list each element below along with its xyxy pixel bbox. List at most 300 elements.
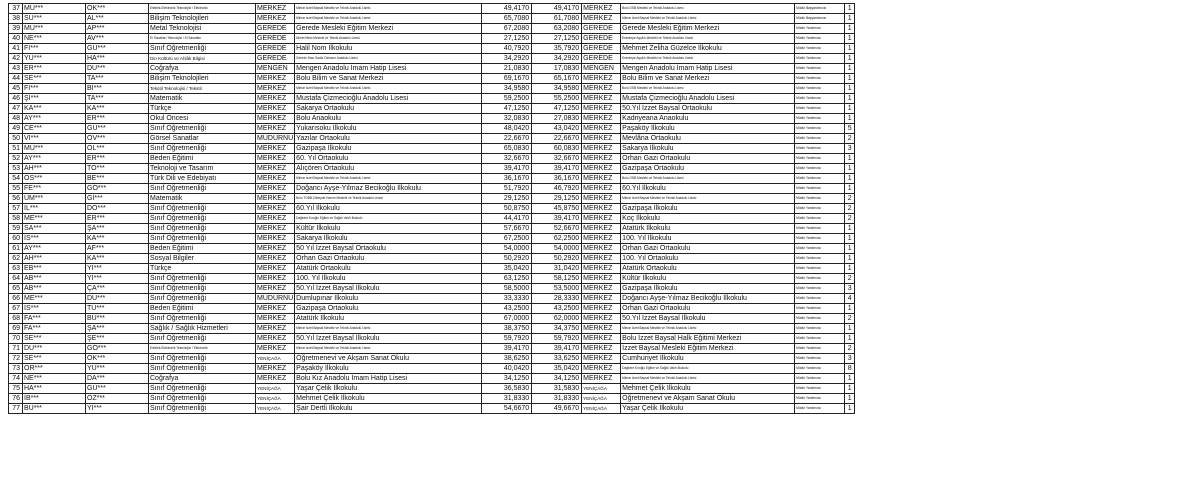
cell-net-score: 49,4170 xyxy=(532,4,582,14)
cell-target-school: Gazipaşa İlkokulu xyxy=(621,284,795,294)
cell-target-district: YENİÇAĞA xyxy=(582,384,621,394)
cell-row-number: 57 xyxy=(9,204,23,214)
cell-total-score: 39,4170 xyxy=(482,164,532,174)
table-row xyxy=(9,94,855,104)
cell-net-score: 59,7920 xyxy=(532,334,582,344)
cell-branch: Coğrafya xyxy=(149,374,256,384)
cell-first-name: OR*** xyxy=(23,364,86,374)
cell-position: Müdür Yardımcısı xyxy=(795,184,845,194)
cell-target-school: Bolu OSB Mesleki ve Teknik Anadolu Lisesi xyxy=(621,4,795,14)
results-sheet xyxy=(8,3,855,414)
table-row xyxy=(9,184,855,194)
cell-net-score: 43,2500 xyxy=(532,304,582,314)
cell-total-score: 65,7080 xyxy=(482,14,532,24)
cell-net-score: 47,1250 xyxy=(532,104,582,114)
cell-target-district: MERKEZ xyxy=(582,124,621,134)
cell-branch: Sınıf Öğretmenliği xyxy=(149,294,256,304)
cell-target-district: MERKEZ xyxy=(582,4,621,14)
cell-position: Müdür Yardımcısı xyxy=(795,114,845,124)
cell-row-number: 54 xyxy=(9,174,23,184)
cell-branch: Sınıf Öğretmenliği xyxy=(149,224,256,234)
cell-first-name: EB*** xyxy=(23,264,86,274)
cell-net-score: 45,8750 xyxy=(532,204,582,214)
cell-current-district: MERKEZ xyxy=(256,334,295,344)
cell-total-score: 38,6250 xyxy=(482,354,532,364)
cell-first-name: YÜ*** xyxy=(23,54,86,64)
cell-net-score: 54,0000 xyxy=(532,244,582,254)
cell-current-district: MUDURNU xyxy=(257,135,294,142)
cell-total-score: 58,5000 xyxy=(482,284,532,294)
cell-target-school: 50.Yıl İzzet Baysal Ortaokulu xyxy=(621,104,795,114)
cell-position: Müdür Yardımcısı xyxy=(795,374,845,384)
cell-last-name: ŞE*** xyxy=(86,334,149,344)
cell-current-district: MERKEZ xyxy=(256,224,295,234)
cell-current-district: MERKEZ xyxy=(256,124,295,134)
cell-target-school: 50.Yıl İzzet Baysal İlkokulu xyxy=(621,314,795,324)
cell-branch: Bilişim Teknolojileri xyxy=(149,14,256,24)
table-row xyxy=(9,344,855,354)
cell-target-district: MERKEZ xyxy=(582,374,621,384)
cell-first-name: MU*** xyxy=(23,4,86,14)
cell-current-district: MENGEN xyxy=(256,64,295,74)
results-table xyxy=(8,3,855,414)
cell-last-name: GÜ*** xyxy=(86,44,149,54)
table-row xyxy=(9,384,855,394)
cell-branch: Sınıf Öğretmenliği xyxy=(149,214,256,224)
cell-row-number: 46 xyxy=(9,94,23,104)
cell-current-school: Mehmet Çelik İlkokulu xyxy=(295,394,482,404)
table-row xyxy=(9,74,855,84)
cell-current-school: Doğancı Ayşe-Yılmaz Becikoğlu İlkokulu xyxy=(295,184,482,194)
cell-branch: Sağlık / Sağlık Hizmetleri xyxy=(149,324,256,334)
table-row xyxy=(9,334,855,344)
cell-row-number: 51 xyxy=(9,144,23,154)
cell-target-district: MERKEZ xyxy=(582,334,621,344)
cell-row-number: 40 xyxy=(9,34,23,44)
cell-preference-order: 2 xyxy=(845,194,855,204)
cell-last-name: ÇA*** xyxy=(86,284,149,294)
cell-row-number: 49 xyxy=(9,124,23,134)
cell-branch: Sınıf Öğretmenliği xyxy=(149,124,256,134)
cell-net-score: 39,4170 xyxy=(532,164,582,174)
cell-first-name: İL*** xyxy=(23,204,86,214)
cell-first-name: AY*** xyxy=(23,114,86,124)
cell-preference-order: 2 xyxy=(845,214,855,224)
cell-last-name: TA*** xyxy=(86,74,149,84)
cell-first-name: ÜM*** xyxy=(23,194,86,204)
cell-current-school: 100. Yıl İlkokulu xyxy=(295,274,482,284)
cell-net-score: 61,7080 xyxy=(532,14,582,24)
cell-current-school: Kültür İlkokulu xyxy=(295,224,482,234)
cell-last-name: ER*** xyxy=(86,214,149,224)
cell-net-score: 31,5830 xyxy=(532,384,582,394)
cell-last-name: AF*** xyxy=(86,244,149,254)
cell-target-school: Esentepe Aşçılık Mesleki ve Teknik Anadolu Lisesi xyxy=(621,54,795,64)
cell-row-number: 43 xyxy=(9,64,23,74)
cell-preference-order: 1 xyxy=(845,84,855,94)
cell-row-number: 69 xyxy=(9,324,23,334)
cell-target-school: Esentepe Aşçılık Mesleki ve Teknik Anadolu Lisesi xyxy=(621,34,795,44)
cell-last-name: AV*** xyxy=(86,34,149,44)
table-body xyxy=(9,4,855,414)
cell-target-school: Paşaköy İlkokulu xyxy=(621,124,795,134)
cell-total-score: 43,2500 xyxy=(482,304,532,314)
cell-row-number: 67 xyxy=(9,304,23,314)
cell-current-district: MERKEZ xyxy=(256,164,295,174)
cell-current-school: Bolu Bilim ve Sanat Merkezi xyxy=(295,74,482,84)
cell-first-name: MU*** xyxy=(23,24,86,34)
cell-first-name: DU*** xyxy=(23,344,86,354)
cell-position: Müdür Yardımcısı xyxy=(795,154,845,164)
cell-first-name: AY*** xyxy=(23,244,86,254)
cell-total-score: 40,7920 xyxy=(482,44,532,54)
cell-target-district: GEREDE xyxy=(582,44,621,54)
cell-preference-order: 1 xyxy=(845,184,855,194)
cell-preference-order: 3 xyxy=(845,284,855,294)
cell-position: Müdür Yardımcısı xyxy=(795,64,845,74)
cell-current-district: MERKEZ xyxy=(256,174,295,184)
cell-preference-order: 2 xyxy=(845,204,855,214)
cell-total-score: 32,6670 xyxy=(482,154,532,164)
cell-current-district: MERKEZ xyxy=(256,304,295,314)
cell-current-school: Mimar İzzet Baysal Mesleki ve Teknik Anadolu Lisesi xyxy=(295,324,482,334)
cell-target-district: MERKEZ xyxy=(582,194,621,204)
cell-last-name: Gİ*** xyxy=(86,194,149,204)
cell-current-district: MERKEZ xyxy=(256,344,295,354)
cell-branch: Tekstil Teknolojisi / Tekstil xyxy=(149,84,256,94)
cell-position: Müdür Yardımcısı xyxy=(795,164,845,174)
cell-total-score: 51,7920 xyxy=(482,184,532,194)
cell-current-school: Gerede Hacı Sadık Öztosun Anadolu Lisesi xyxy=(295,54,482,64)
cell-first-name: AY*** xyxy=(23,154,86,164)
cell-preference-order: 1 xyxy=(845,74,855,84)
cell-total-score: 59,2500 xyxy=(482,94,532,104)
table-row xyxy=(9,284,855,294)
cell-total-score: 54,6670 xyxy=(482,404,532,414)
cell-net-score: 52,6670 xyxy=(532,224,582,234)
cell-preference-order: 1 xyxy=(845,14,855,24)
cell-position: Müdür Yardımcısı xyxy=(795,234,845,244)
cell-preference-order: 1 xyxy=(845,114,855,124)
cell-preference-order: 2 xyxy=(845,274,855,284)
cell-branch: Matematik xyxy=(149,194,256,204)
cell-first-name: AH*** xyxy=(23,254,86,264)
cell-target-district: MERKEZ xyxy=(582,284,621,294)
table-row xyxy=(9,394,855,404)
cell-current-school: 60. Yıl Ortaokulu xyxy=(295,154,482,164)
cell-last-name: Bİ*** xyxy=(86,84,149,94)
cell-branch: Sınıf Öğretmenliği xyxy=(149,184,256,194)
cell-branch: Beden Eğitimi xyxy=(149,244,256,254)
cell-target-district: MERKEZ xyxy=(582,114,621,124)
cell-target-district: MERKEZ xyxy=(582,94,621,104)
cell-net-score: 17,0830 xyxy=(532,64,582,74)
cell-target-school: Gazipaşa İlkokulu xyxy=(621,204,795,214)
cell-row-number: 44 xyxy=(9,74,23,84)
cell-branch: Coğrafya xyxy=(149,64,256,74)
cell-last-name: BE*** xyxy=(86,174,149,184)
cell-total-score: 32,0830 xyxy=(482,114,532,124)
cell-branch: El Sanatları Teknolojisi / El Sanatları xyxy=(149,34,256,44)
cell-target-school: Sakarya İlkokulu xyxy=(621,144,795,154)
cell-position: Müdür Yardımcısı xyxy=(795,204,845,214)
cell-branch: Sınıf Öğretmenliği xyxy=(149,204,256,214)
cell-last-name: ÖV*** xyxy=(86,134,149,144)
cell-current-school: Atatürk Ortaokulu xyxy=(295,264,482,274)
cell-position: Müdür Yardımcısı xyxy=(795,224,845,234)
cell-branch: Elektrik-Elektronik Teknolojisi / Elektronik xyxy=(149,4,256,14)
cell-row-number: 52 xyxy=(9,154,23,164)
cell-target-school: Kültür İlkokulu xyxy=(621,274,795,284)
cell-row-number: 60 xyxy=(9,234,23,244)
cell-last-name: OL*** xyxy=(86,144,149,154)
cell-target-school: Orhan Gazi Ortaokulu xyxy=(621,304,795,314)
table-row xyxy=(9,54,855,64)
cell-row-number: 48 xyxy=(9,114,23,124)
cell-current-district: GEREDE xyxy=(256,24,295,34)
cell-current-district: MERKEZ xyxy=(256,104,295,114)
cell-row-number: 37 xyxy=(9,4,23,14)
cell-row-number: 39 xyxy=(9,24,23,34)
cell-current-school: Gerede Mesleki Eğitim Merkezi xyxy=(295,24,482,34)
cell-current-district: MERKEZ xyxy=(256,14,295,24)
cell-position: Müdür Yardımcısı xyxy=(795,274,845,284)
table-row xyxy=(9,44,855,54)
cell-current-school: Orhan Gazi Ortaokulu xyxy=(295,254,482,264)
cell-row-number: 70 xyxy=(9,334,23,344)
cell-net-score: 63,2080 xyxy=(532,24,582,34)
cell-position: Müdür Yardımcısı xyxy=(795,84,845,94)
cell-row-number: 68 xyxy=(9,314,23,324)
cell-branch: Beden Eğitimi xyxy=(149,304,256,314)
cell-target-district: MERKEZ xyxy=(582,344,621,354)
cell-target-district: MERKEZ xyxy=(582,314,621,324)
cell-total-score: 67,2500 xyxy=(482,234,532,244)
cell-current-district: MERKEZ xyxy=(256,184,295,194)
cell-target-school: Öğretmenevi ve Akşam Sanat Okulu xyxy=(621,394,795,404)
cell-position: Müdür Yardımcısı xyxy=(795,44,845,54)
cell-first-name: NE*** xyxy=(23,374,86,384)
cell-branch: Görsel Sanatlar xyxy=(149,134,256,144)
cell-last-name: GÜ*** xyxy=(86,384,149,394)
cell-current-school: Bolu TOBB Zübeyde Hanım Mesleki ve Teknik Anadolu Lisesi xyxy=(295,194,482,204)
cell-preference-order: 2 xyxy=(845,344,855,354)
cell-position: Müdür Yardımcısı xyxy=(795,34,845,44)
table-row xyxy=(9,234,855,244)
cell-branch: Sınıf Öğretmenliği xyxy=(149,364,256,374)
cell-position: Müdür Yardımcısı xyxy=(795,24,845,34)
cell-last-name: AP*** xyxy=(86,24,149,34)
cell-first-name: BU*** xyxy=(23,404,86,414)
cell-row-number: 73 xyxy=(9,364,23,374)
cell-current-district: YENİÇAĞA xyxy=(256,384,295,394)
cell-position: Müdür Yardımcısı xyxy=(795,394,845,404)
cell-position: Müdür Yardımcısı xyxy=(795,294,845,304)
cell-branch: Sınıf Öğretmenliği xyxy=(149,354,256,364)
cell-row-number: 45 xyxy=(9,84,23,94)
cell-net-score: 33,6250 xyxy=(532,354,582,364)
cell-net-score: 31,0420 xyxy=(532,264,582,274)
cell-preference-order: 1 xyxy=(845,154,855,164)
cell-target-district: MERKEZ xyxy=(582,14,621,24)
cell-current-district: YENİÇAĞA xyxy=(256,404,295,414)
cell-net-score: 35,0420 xyxy=(532,364,582,374)
table-row xyxy=(9,314,855,324)
cell-current-district: MERKEZ xyxy=(256,234,295,244)
cell-first-name: ER*** xyxy=(23,64,86,74)
cell-target-school: Kadriyeana Anaokulu xyxy=(621,114,795,124)
cell-first-name: KA*** xyxy=(23,104,86,114)
cell-total-score: 48,0420 xyxy=(482,124,532,134)
cell-last-name: OK*** xyxy=(86,4,149,14)
cell-target-school: Mimar İzzet Baysal Mesleki ve Teknik Anadolu Lisesi xyxy=(621,14,795,24)
cell-current-district: YENİÇAĞA xyxy=(256,394,295,404)
cell-position: Müdür Başyardımcısı xyxy=(795,14,845,24)
cell-preference-order: 1 xyxy=(845,374,855,384)
cell-total-score: 49,4170 xyxy=(482,4,532,14)
cell-preference-order: 2 xyxy=(845,134,855,144)
cell-target-district: MERKEZ xyxy=(582,74,621,84)
cell-position: Müdür Yardımcısı xyxy=(795,94,845,104)
cell-row-number: 65 xyxy=(9,284,23,294)
cell-preference-order: 1 xyxy=(845,94,855,104)
cell-branch: Okul Öncesi xyxy=(149,114,256,124)
table-row xyxy=(9,244,855,254)
cell-target-school: Koç İlkokulu xyxy=(621,214,795,224)
cell-current-district: MERKEZ xyxy=(256,94,295,104)
cell-current-district: MERKEZ xyxy=(256,204,295,214)
cell-total-score: 21,0830 xyxy=(482,64,532,74)
cell-current-school: Mimar İzzet Baysal Mesleki ve Teknik Anadolu Lisesi xyxy=(295,14,482,24)
cell-target-school: Bolu İzzet Baysal Halk Eğitimi Merkezi xyxy=(621,334,795,344)
cell-branch: Matematik xyxy=(149,94,256,104)
cell-current-district: MERKEZ xyxy=(256,374,295,384)
cell-total-score: 54,0000 xyxy=(482,244,532,254)
cell-target-district: MERKEZ xyxy=(582,214,621,224)
cell-target-district: MERKEZ xyxy=(582,154,621,164)
cell-last-name: Yİ*** xyxy=(86,264,149,274)
cell-position: Müdür Yardımcısı xyxy=(795,364,845,374)
cell-current-district: MERKEZ xyxy=(256,274,295,284)
cell-row-number: 62 xyxy=(9,254,23,264)
cell-net-score: 34,2920 xyxy=(532,54,582,64)
cell-total-score: 36,5830 xyxy=(482,384,532,394)
cell-last-name: GÖ*** xyxy=(86,184,149,194)
cell-first-name: SU*** xyxy=(23,14,86,24)
cell-current-district: MERKEZ xyxy=(256,264,295,274)
cell-first-name: AB*** xyxy=(23,284,86,294)
cell-last-name: KA*** xyxy=(86,104,149,114)
cell-branch: Türkçe xyxy=(149,104,256,114)
cell-target-school: Bolu Bilim ve Sanat Merkezi xyxy=(621,74,795,84)
cell-current-school: Bolu Kız Anadolu İmam Hatip Lisesi xyxy=(295,374,482,384)
table-row xyxy=(9,84,855,94)
cell-target-district: YENİÇAĞA xyxy=(582,394,621,404)
cell-target-school: İzzet Baysal Mesleki Eğitim Merkezi xyxy=(621,344,795,354)
cell-current-district: MERKEZ xyxy=(256,364,295,374)
cell-current-school: Dağkent Kıroğlu Eğitim ve Sağlık Vakfı İlkokulu xyxy=(295,214,482,224)
cell-row-number: 61 xyxy=(9,244,23,254)
cell-total-score: 34,2920 xyxy=(482,54,532,64)
cell-preference-order: 1 xyxy=(845,4,855,14)
cell-preference-order: 1 xyxy=(845,244,855,254)
cell-branch: Din Kültürü ve Ahlâk Bilgisi xyxy=(149,54,256,64)
cell-preference-order: 1 xyxy=(845,44,855,54)
cell-last-name: HA*** xyxy=(86,54,149,64)
table-row xyxy=(9,64,855,74)
cell-total-score: 39,4170 xyxy=(482,344,532,354)
table-row xyxy=(9,204,855,214)
cell-current-district: GEREDE xyxy=(256,54,295,64)
cell-target-district: MERKEZ xyxy=(582,244,621,254)
cell-total-score: 50,8750 xyxy=(482,204,532,214)
cell-last-name: ÖZ*** xyxy=(86,394,149,404)
cell-row-number: 74 xyxy=(9,374,23,384)
cell-current-school: Paşaköy İlkokulu xyxy=(295,364,482,374)
cell-current-district: MERKEZ xyxy=(256,144,295,154)
cell-net-score: 28,3330 xyxy=(532,294,582,304)
cell-last-name: OK*** xyxy=(86,354,149,364)
cell-current-district: MERKEZ xyxy=(256,284,295,294)
cell-current-school: Dumlupınar İlkokulu xyxy=(295,294,482,304)
cell-target-district: GEREDE xyxy=(582,54,621,64)
cell-target-school: 100. Yıl Ortaokulu xyxy=(621,254,795,264)
cell-target-school: Cumhuriyet İlkokulu xyxy=(621,354,795,364)
cell-net-score: 65,1670 xyxy=(532,74,582,84)
cell-row-number: 41 xyxy=(9,44,23,54)
cell-preference-order: 1 xyxy=(845,384,855,394)
cell-current-school: Mimar İzzet Baysal Mesleki ve Teknik Anadolu Lisesi xyxy=(295,4,482,14)
cell-first-name: CE*** xyxy=(23,124,86,134)
cell-total-score: 47,1250 xyxy=(482,104,532,114)
cell-row-number: 47 xyxy=(9,104,23,114)
cell-net-score: 35,7920 xyxy=(532,44,582,54)
cell-total-score: 67,2080 xyxy=(482,24,532,34)
cell-target-district: MERKEZ xyxy=(582,364,621,374)
table-row xyxy=(9,4,855,14)
cell-current-district: GEREDE xyxy=(256,44,295,54)
cell-branch: Sınıf Öğretmenliği xyxy=(149,314,256,324)
cell-preference-order: 1 xyxy=(845,234,855,244)
cell-row-number: 71 xyxy=(9,344,23,354)
cell-position: Müdür Yardımcısı xyxy=(795,324,845,334)
cell-target-district: MENGEN xyxy=(582,64,621,74)
cell-current-school: 50.Yıl İzzet Baysal İlkokulu xyxy=(295,334,482,344)
cell-row-number: 56 xyxy=(9,194,23,204)
cell-net-score: 36,1670 xyxy=(532,174,582,184)
cell-position: Müdür Yardımcısı xyxy=(795,264,845,274)
cell-net-score: 39,4170 xyxy=(532,214,582,224)
cell-current-school: Mustafa Çizmecioğlu Anadolu Lisesi xyxy=(295,94,482,104)
cell-last-name: YÜ*** xyxy=(86,364,149,374)
cell-row-number: 59 xyxy=(9,224,23,234)
table-row xyxy=(9,354,855,364)
cell-total-score: 63,1250 xyxy=(482,274,532,284)
cell-last-name: ER*** xyxy=(86,114,149,124)
cell-target-school: Mustafa Çizmecioğlu Anadolu Lisesi xyxy=(621,94,795,104)
cell-current-school: 50.Yıl İzzet Baysal İlkokulu xyxy=(295,284,482,294)
cell-net-score: 43,0420 xyxy=(532,124,582,134)
cell-preference-order: 3 xyxy=(845,144,855,154)
cell-total-score: 29,1250 xyxy=(482,194,532,204)
cell-row-number: 58 xyxy=(9,214,23,224)
cell-row-number: 63 xyxy=(9,264,23,274)
cell-net-score: 50,2920 xyxy=(532,254,582,264)
cell-position: Müdür Yardımcısı xyxy=(795,354,845,364)
cell-target-school: Orhan Gazi Ortaokulu xyxy=(621,154,795,164)
cell-target-district: MERKEZ xyxy=(582,134,621,144)
cell-current-school: Sakarya İlkokulu xyxy=(295,234,482,244)
